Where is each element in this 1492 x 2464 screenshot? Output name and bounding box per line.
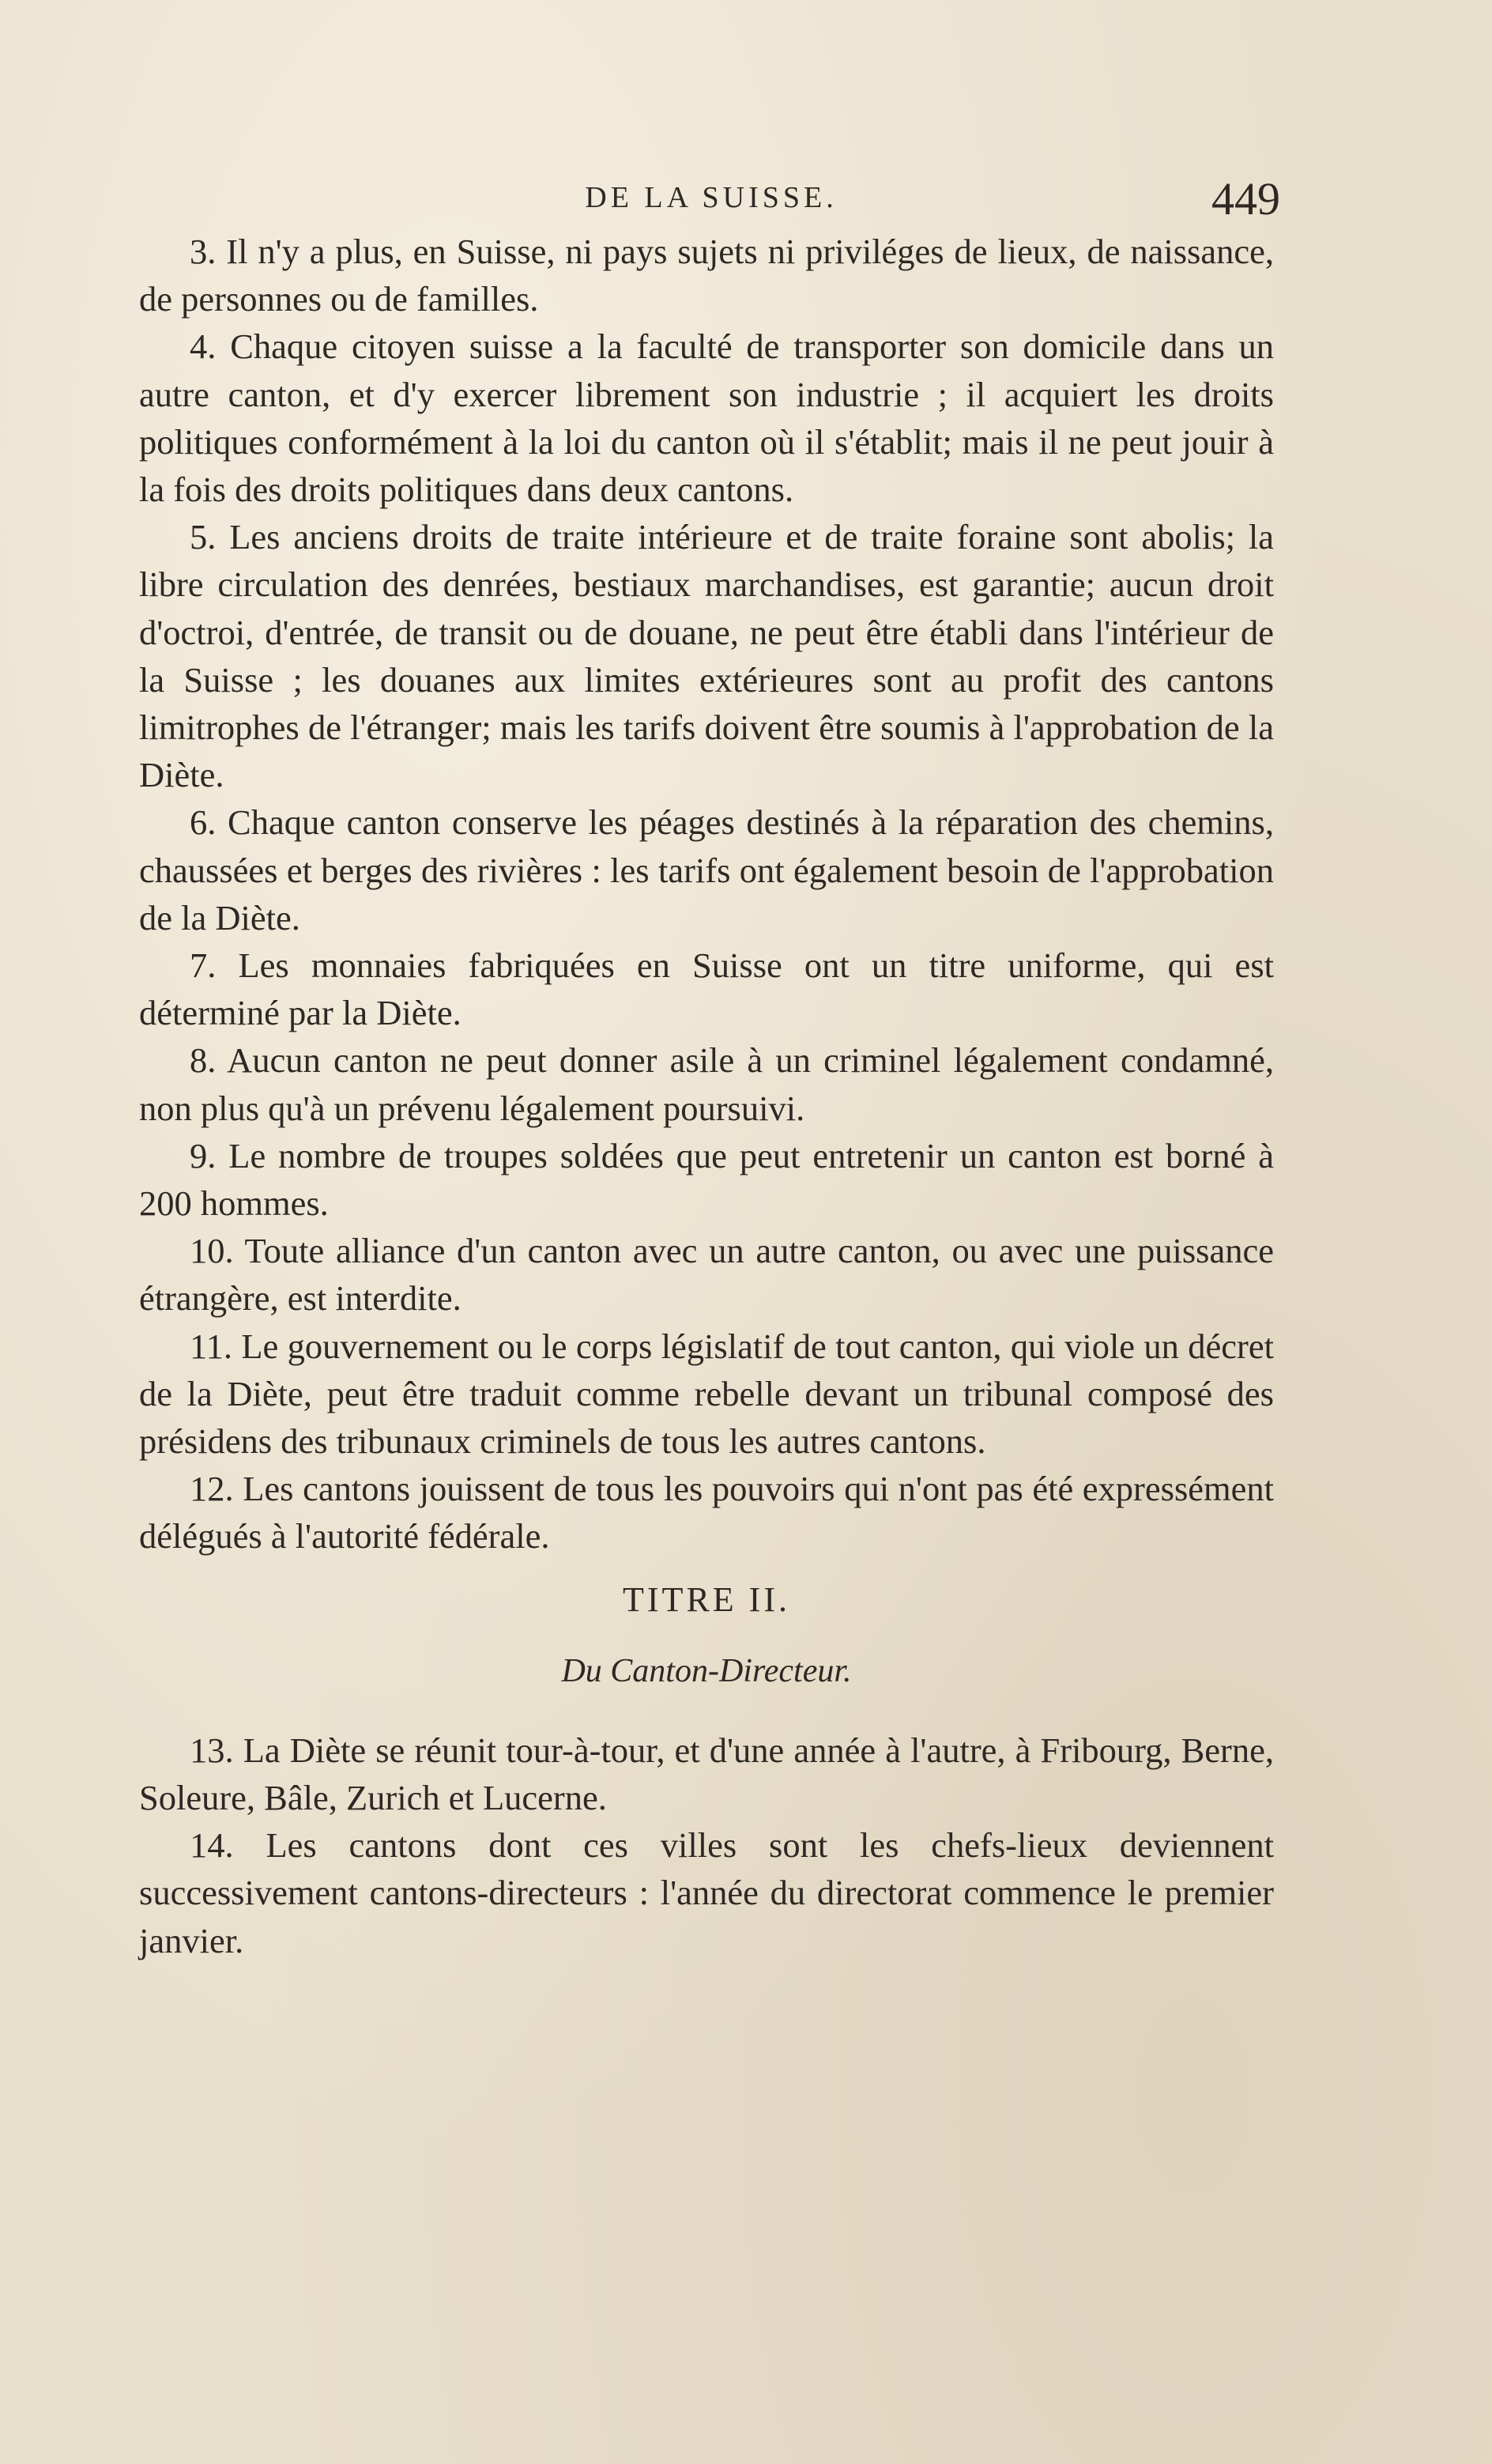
section-subtitle: Du Canton-Directeur. <box>561 1652 852 1689</box>
article-11: 11. Le gouvernement ou le corps législatif de tout canton, qui viole un décret de la Diète, peut être traduit comme rebelle devant un tribunal composé des présidens des tribunaux criminels de tous les autres cantons. <box>139 1326 1274 1462</box>
article-5: 5. Les anciens droits de traite intérieure et de traite foraine sont abolis; la libre circulation des denrées, bestiaux marchandises, est garantie; aucun droit d'octroi, d'entrée, de transit ou de douane, ne peut être établi dans l'intérieur de la Suisse ; les douanes aux limites extérieures sont au profit des cantons limitrophes de l'étranger; mais les tarifs doivent être soumis à l'approbation de la Diète. <box>139 517 1274 795</box>
article-3: 3. Il n'y a plus, en Suisse, ni pays sujets ni priviléges de lieux, de naissance, de personnes ou de familles. <box>139 232 1274 319</box>
article-6: 6. Chaque canton conserve les péages destinés à la réparation des chemins, chaussées et berges des rivières : les tarifs ont également besoin de l'approbation de la Diète. <box>139 802 1274 938</box>
page-number: 449 <box>1211 173 1280 225</box>
article-14: 14. Les cantons dont ces villes sont les chefs-lieux deviennent successivement cantons-directeurs : l'année du directorat commence le premier janvier. <box>139 1825 1274 1960</box>
article-4: 4. Chaque citoyen suisse a la faculté de transporter son domicile dans un autre canton, et d'y exercer librement son industrie ; il acquiert les droits politiques conformément à la loi du canton où il s'établit; mais il ne peut jouir à la fois des droits politiques dans deux cantons. <box>139 326 1274 510</box>
article-12: 12. Les cantons jouissent de tous les pouvoirs qui n'ont pas été expressément délégués à l'autorité fédérale. <box>139 1469 1274 1557</box>
running-head <box>142 172 1280 228</box>
article-13: 13. La Diète se réunit tour-à-tour, et d'une année à l'autre, à Fribourg, Berne, Soleure, Bâle, Zurich et Lucerne. <box>139 1730 1274 1817</box>
article-8: 8. Aucun canton ne peut donner asile à un criminel légalement condamné, non plus qu'à un prévenu légalement poursuivi. <box>139 1040 1274 1128</box>
article-7: 7. Les monnaies fabriquées en Suisse ont un titre uniforme, qui est déterminé par la Diète. <box>139 945 1274 1033</box>
running-title: DE LA SUISSE. <box>585 181 838 214</box>
section-title: TITRE II. <box>623 1579 790 1619</box>
article-10: 10. Toute alliance d'un canton avec un autre canton, ou avec une puissance étrangère, est interdite. <box>139 1231 1274 1319</box>
text-block <box>139 228 1274 1964</box>
article-9: 9. Le nombre de troupes soldées que peut entretenir un canton est borné à 200 hommes. <box>139 1135 1274 1224</box>
